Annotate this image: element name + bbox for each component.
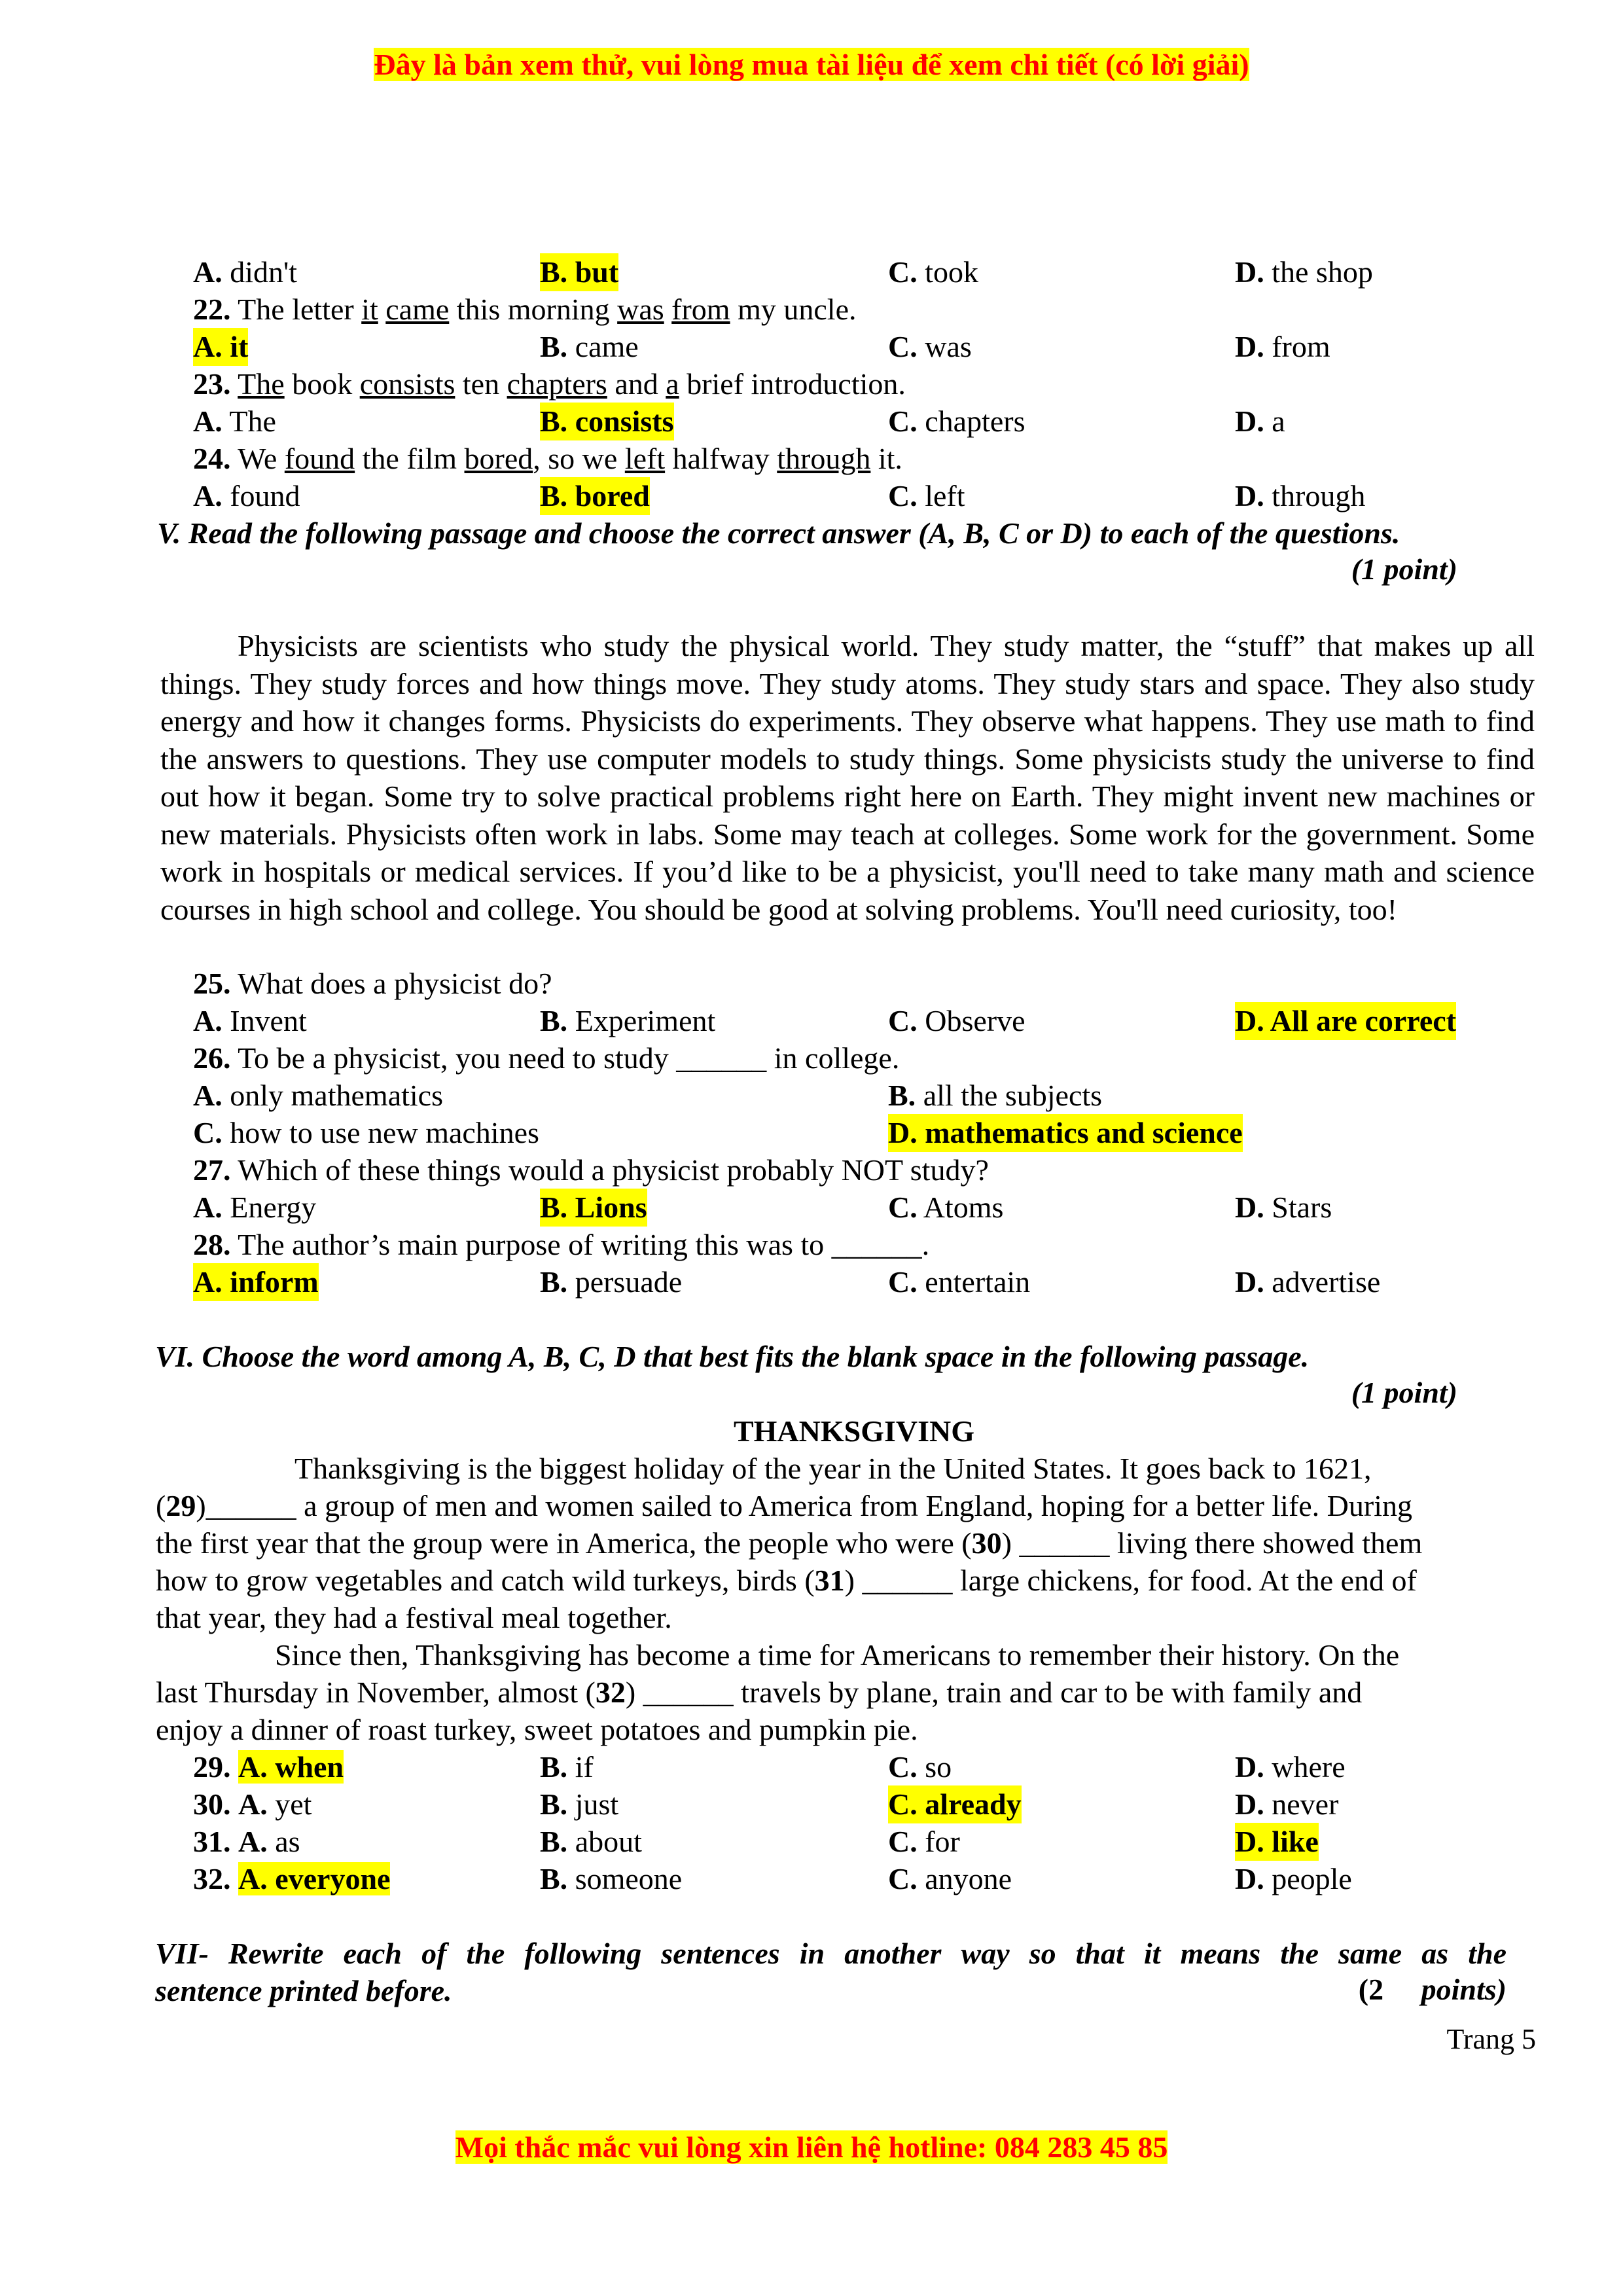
section-5-points: (1 point) — [1351, 552, 1457, 586]
q25-question: 25. What does a physicist do? — [193, 967, 552, 1000]
physicists-passage: Physicists are scientists who study the physical world. They study matter, the “stuff” that makes up all things. They study forces and how things move. They study atoms. They study stars and space. They also study energy and how it changes forms. Physicists do experiments. They observe what happens. They use math to find the answers to questions. They use computer models to study things. Some physicists study the universe to find out how it began. Some try to solve practical problems right here on Earth. They might invent new machines or new materials. Physicists often work in labs. Some may teach at colleges. Some work for the government. Some work in hospitals or medical services. If you’d like to be a physicist, you'll need to take many math and science courses in high school and college. You should be good at solving problems. You'll need curiosity, too! — [160, 629, 1535, 926]
passage2-line3: the first year that the group were in America, the people who were (30) ______ living there showed them — [156, 1526, 1423, 1560]
passage2-line5: that year, they had a festival meal together. — [156, 1601, 672, 1634]
passage2-line8: enjoy a dinner of roast turkey, sweet potatoes and pumpkin pie. — [156, 1713, 918, 1746]
preview-banner: Đây là bản xem thử, vui lòng mua tài liệu để xem chi tiết (có lời giải) — [374, 48, 1249, 81]
hotline-banner: Mọi thắc mắc vui lòng xin liên hệ hotline: 084 283 45 85 — [455, 2130, 1168, 2164]
q23-question: 23. The book consists ten chapters and a brief introduction. — [193, 367, 906, 401]
q28-question: 28. The author’s main purpose of writing this was to ______. — [193, 1228, 930, 1261]
passage-title: THANKSGIVING — [733, 1414, 975, 1448]
q27-question: 27. Which of these things would a physicist probably NOT study? — [193, 1153, 989, 1187]
page-number: Trang 5 — [1446, 2023, 1536, 2055]
q22-question: 22. The letter it came this morning was from my uncle. — [193, 293, 857, 326]
section-5-instruction: V. Read the following passage and choose the correct answer (A, B, C or D) to each of the questions. — [157, 516, 1400, 550]
passage2-line1: Thanksgiving is the biggest holiday of the year in the United States. It goes back to 1621, — [294, 1452, 1372, 1485]
q26-question: 26. To be a physicist, you need to study ______ in college. — [193, 1041, 900, 1075]
passage2-line7: last Thursday in November, almost (32) ______ travels by plane, train and car to be with family and — [156, 1676, 1363, 1709]
passage2-line6: Since then, Thanksgiving has become a time for Americans to remember their history. On the — [275, 1638, 1400, 1672]
q24-question: 24. We found the film bored, so we left halfway through it. — [193, 442, 902, 475]
section-7-instruction-line1: VII- Rewrite each of the following sentences in another way so that it means the same as the — [155, 1937, 1507, 1970]
section-7-instruction-line2: sentence printed before. — [155, 1974, 452, 2007]
section-6-points: (1 point) — [1351, 1376, 1457, 1409]
section-6-instruction: VI. Choose the word among A, B, C, D that best fits the blank space in the following passage. — [155, 1340, 1310, 1373]
passage2-line4: how to grow vegetables and catch wild turkeys, birds (31) ______ large chickens, for food. At the end of — [156, 1564, 1417, 1597]
passage2-line2: (29)______ a group of men and women sailed to America from England, hoping for a better life. During — [156, 1489, 1413, 1522]
section-7-points: (2 points) — [1358, 1973, 1507, 2006]
